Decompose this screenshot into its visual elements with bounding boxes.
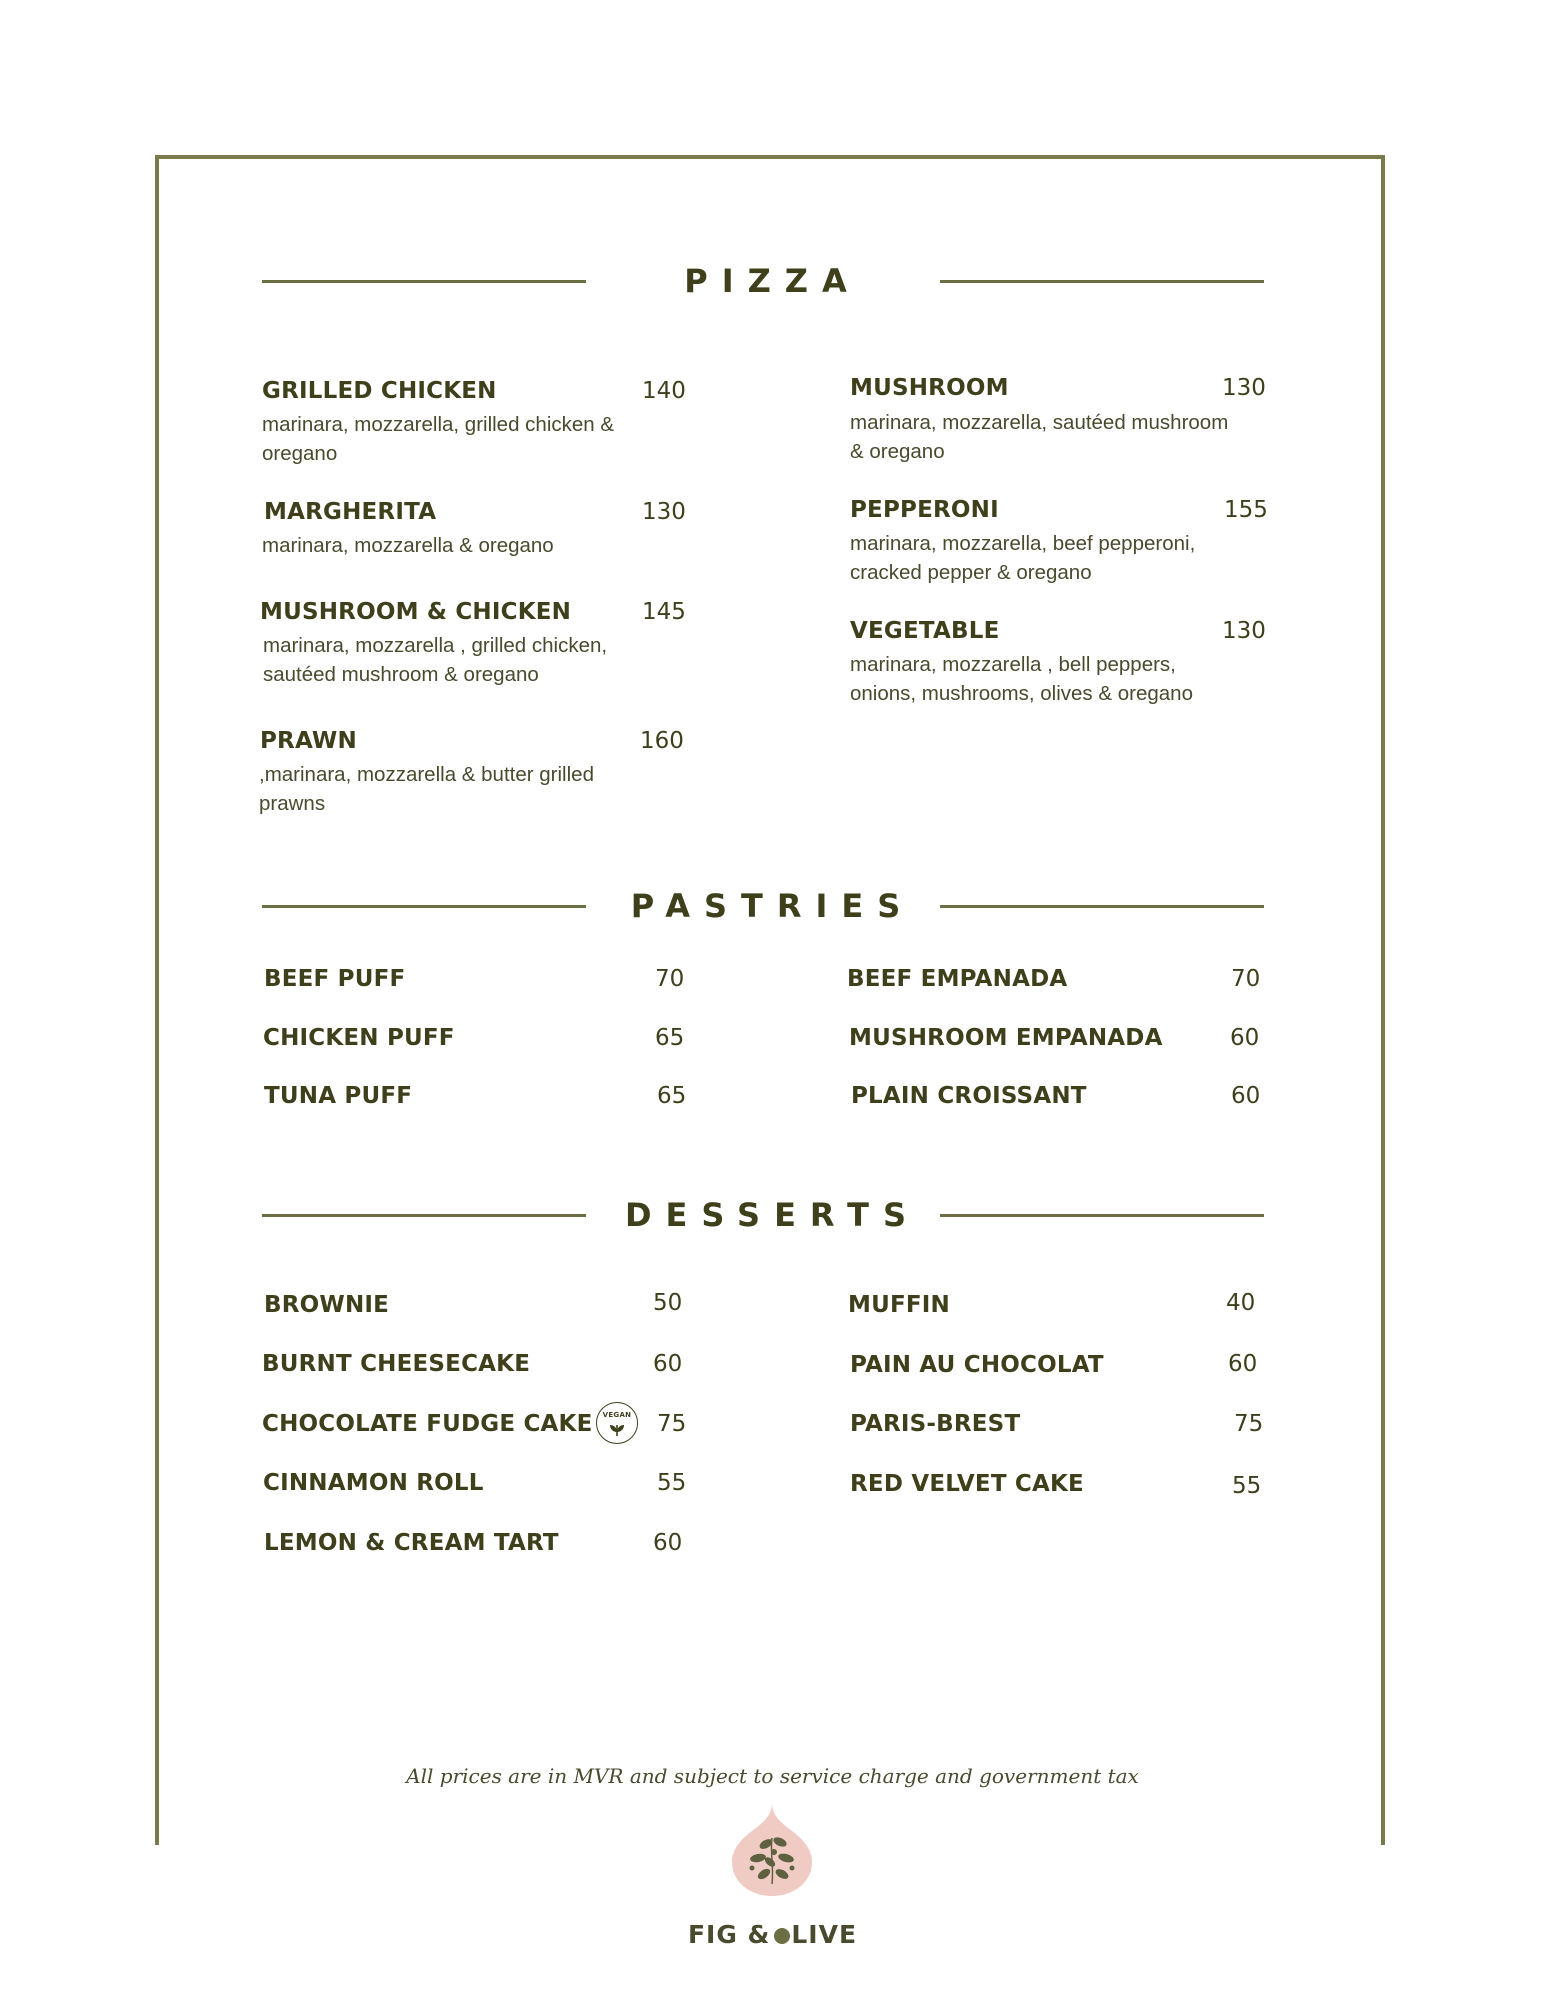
menu-item-description: marinara, mozzarella, grilled chicken & oregano bbox=[262, 413, 615, 465]
menu-item-name: CHOCOLATE FUDGE CAKE bbox=[262, 1411, 593, 1437]
brand-name bbox=[0, 1920, 1545, 1949]
divider-line bbox=[940, 905, 1264, 908]
divider-line bbox=[940, 280, 1264, 283]
menu-item-price: 155 bbox=[1224, 497, 1268, 523]
menu-item-name: CHICKEN PUFF bbox=[263, 1025, 455, 1051]
menu-item-name: BEEF EMPANADA bbox=[847, 966, 1068, 992]
menu-item-name: TUNA PUFF bbox=[264, 1083, 413, 1109]
brand-name-right: LIVE bbox=[791, 1920, 858, 1949]
menu-item-price: 60 bbox=[1228, 1351, 1258, 1377]
section-title-pastries: PASTRIES bbox=[630, 887, 915, 925]
menu-item-name: PRAWN bbox=[260, 728, 357, 754]
menu-item-name: GRILLED CHICKEN bbox=[262, 378, 497, 404]
menu-item-price: 40 bbox=[1226, 1290, 1256, 1316]
menu-item-price: 75 bbox=[657, 1411, 687, 1437]
menu-item-name: LEMON & CREAM TART bbox=[264, 1530, 559, 1556]
menu-item-name: BURNT CHEESECAKE bbox=[262, 1351, 531, 1377]
menu-item-price: 140 bbox=[642, 378, 686, 404]
menu-item-description: ,marinara, mozzarella & butter grilled prawns bbox=[259, 763, 594, 815]
menu-item-price: 160 bbox=[640, 728, 684, 754]
section-header-desserts bbox=[0, 1196, 1545, 1236]
menu-item-name: BEEF PUFF bbox=[264, 966, 406, 992]
menu-item-name: MUSHROOM EMPANADA bbox=[849, 1025, 1163, 1051]
menu-item-description: marinara, mozzarella , grilled chicken, sautéed mushroom & oregano bbox=[263, 634, 608, 686]
menu-item-name: MUSHROOM & CHICKEN bbox=[260, 599, 572, 625]
fig-olive-logo-icon bbox=[722, 1800, 822, 1900]
menu-item-name: VEGETABLE bbox=[850, 618, 1000, 644]
menu-item-price: 130 bbox=[1222, 375, 1266, 401]
olive-dot-icon bbox=[774, 1928, 790, 1944]
menu-item-name: MUSHROOM bbox=[850, 375, 1009, 401]
menu-item-price: 70 bbox=[1231, 966, 1261, 992]
menu-item-price: 130 bbox=[1222, 618, 1266, 644]
menu-item-price: 60 bbox=[1230, 1025, 1260, 1051]
section-header-pizza bbox=[0, 262, 1545, 302]
menu-item-price: 50 bbox=[653, 1290, 683, 1316]
menu-item-name: PLAIN CROISSANT bbox=[851, 1083, 1087, 1109]
menu-item-name: MUFFIN bbox=[848, 1292, 950, 1318]
vegan-badge-label: VEGAN bbox=[602, 1411, 632, 1419]
menu-item-price: 65 bbox=[655, 1025, 685, 1051]
menu-item-name: BROWNIE bbox=[264, 1292, 390, 1318]
menu-item-name: PARIS-BREST bbox=[850, 1411, 1021, 1437]
section-header-pastries bbox=[0, 887, 1545, 927]
menu-item-price: 60 bbox=[653, 1351, 683, 1377]
menu-item-description: marinara, mozzarella & oregano bbox=[262, 534, 554, 557]
divider-line bbox=[940, 1214, 1264, 1217]
menu-item-price: 60 bbox=[1231, 1083, 1261, 1109]
leaf-icon bbox=[607, 1421, 627, 1437]
menu-item-price: 65 bbox=[657, 1083, 687, 1109]
brand-name-left: FIG & bbox=[687, 1920, 771, 1949]
menu-item-name: MARGHERITA bbox=[264, 499, 437, 525]
vegan-badge-icon bbox=[596, 1402, 638, 1444]
menu-item-description: marinara, mozzarella, sautéed mushroom & oregano bbox=[850, 411, 1229, 463]
section-title-desserts: DESSERTS bbox=[624, 1196, 920, 1234]
price-disclaimer: All prices are in MVR and subject to service charge and government tax bbox=[406, 1764, 1139, 1788]
menu-item-description: marinara, mozzarella, beef pepperoni, cracked pepper & oregano bbox=[850, 532, 1196, 584]
menu-item-name: PEPPERONI bbox=[850, 497, 999, 523]
menu-item-price: 60 bbox=[653, 1530, 683, 1556]
menu-item-price: 130 bbox=[642, 499, 686, 525]
menu-item-name: RED VELVET CAKE bbox=[850, 1471, 1084, 1497]
menu-item-price: 55 bbox=[1232, 1473, 1262, 1499]
menu-item-price: 75 bbox=[1234, 1411, 1264, 1437]
menu-item-price: 145 bbox=[642, 599, 686, 625]
menu-item-name: PAIN AU CHOCOLAT bbox=[850, 1352, 1104, 1378]
menu-item-price: 55 bbox=[657, 1470, 687, 1496]
menu-item-price: 70 bbox=[655, 966, 685, 992]
section-title-pizza: PIZZA bbox=[684, 262, 861, 300]
menu-item-name: CINNAMON ROLL bbox=[263, 1470, 484, 1496]
menu-item-description: marinara, mozzarella , bell peppers, onions, mushrooms, olives & oregano bbox=[850, 653, 1193, 705]
